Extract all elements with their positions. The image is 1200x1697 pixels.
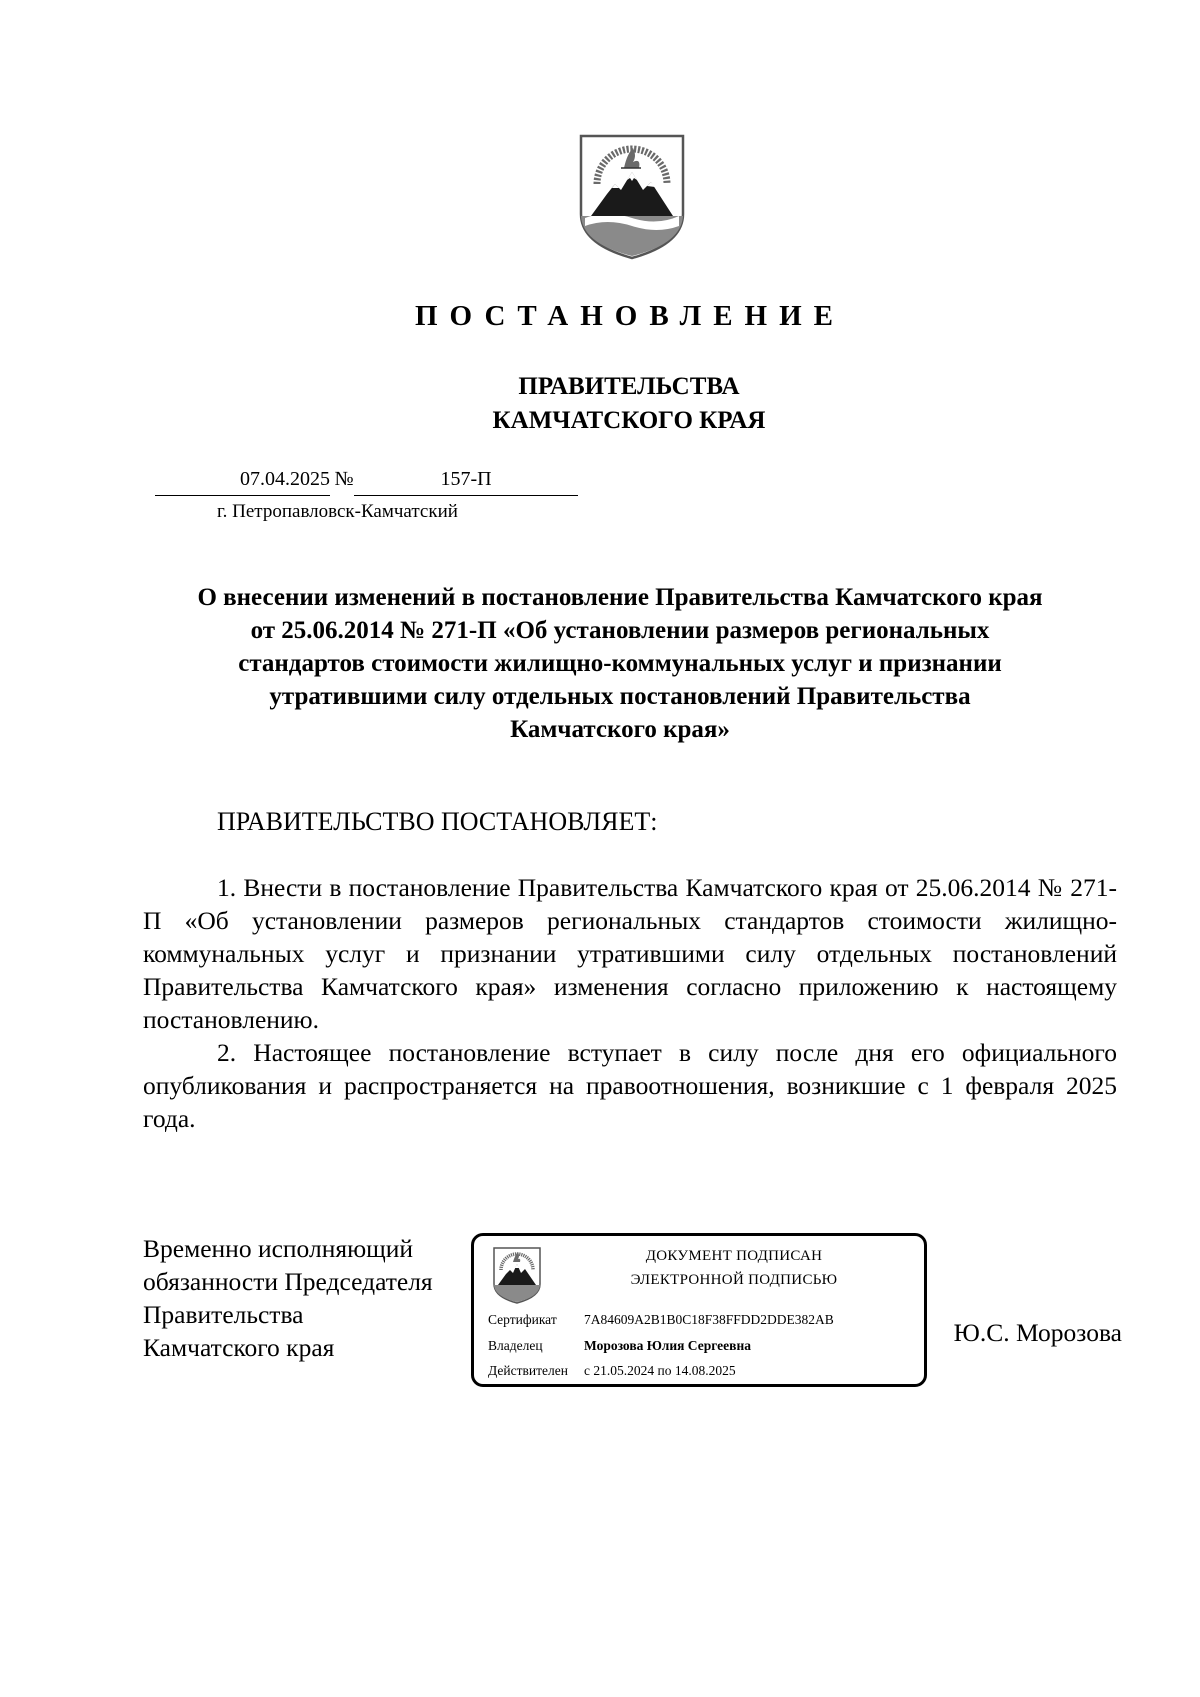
signatory-position [143, 1232, 483, 1364]
issuer-line-2: КАМЧАТСКОГО КРАЯ [492, 407, 766, 434]
position-line: Временно исполняющий [143, 1234, 414, 1263]
validity-label: Действителен [488, 1363, 568, 1378]
subject-line: О внесении изменений в постановление Правительства Камчатского края [197, 584, 1043, 611]
issuer-line-1: ПРАВИТЕЛЬСТВА [518, 373, 740, 400]
decree-lead: ПРАВИТЕЛЬСТВО ПОСТАНОВЛЯЕТ: [217, 807, 658, 836]
electronic-signature-stamp [471, 1233, 927, 1387]
registration-number: 157-П [354, 465, 578, 496]
subject-line: утратившими силу отдельных постановлений Правительства [269, 683, 971, 710]
subject-line: стандартов стоимости жилищно-коммунальных услуг и признании [238, 650, 1002, 677]
subject-line: от 25.06.2014 № 271-П «Об установлении размеров региональных [250, 617, 990, 644]
stamp-coat-of-arms-icon [492, 1246, 542, 1304]
number-sign: № [334, 468, 354, 490]
document-subject [120, 581, 1120, 746]
owner-label: Владелец [488, 1338, 543, 1353]
position-line: Камчатского края [143, 1333, 335, 1362]
validity-value: с 21.05.2024 по 14.08.2025 [584, 1363, 736, 1378]
validity-row [488, 1361, 736, 1381]
stamp-title-line-2: ЭЛЕКТРОННОЙ ПОДПИСЬЮ [630, 1272, 838, 1288]
stamp-title [554, 1244, 914, 1292]
position-line: обязанности Председателя [143, 1267, 433, 1296]
issuer-name [0, 370, 1200, 438]
certificate-value: 7A84609A2B1B0C18F38FFDD2DDE382AB [584, 1312, 834, 1327]
registration-date: 07.04.2025 [155, 465, 330, 496]
kamchatka-coat-of-arms-icon [577, 132, 687, 260]
owner-value: Морозова Юлия Сергеевна [584, 1338, 751, 1353]
position-line: Правительства [143, 1300, 304, 1329]
owner-row [488, 1336, 751, 1356]
certificate-label: Сертификат [488, 1312, 557, 1327]
paragraph-2: 2. Настоящее постановление вступает в силу после дня его официального опубликования и распространяется на правоотношения, возникшие с 1 февраля 2025 года. [143, 1038, 1117, 1133]
signatory-name: Ю.С. Морозова [953, 1318, 1122, 1347]
city-of-issue: г. Петропавловск-Камчатский [217, 501, 458, 522]
subject-line: Камчатского края» [510, 716, 730, 743]
paragraph-1: 1. Внести в постановление Правительства Камчатского края от 25.06.2014 № 271-П «Об установлении размеров региональных стандартов стоимости жилищно-коммунальных услуг и признании утратившими силу отдельных постановлений Правительства Камчатского края» изменения согласно приложению к настоящему постановлению. [143, 873, 1117, 1034]
document-type-title: ПОСТАНОВЛЕНИЕ [414, 300, 845, 332]
certificate-row [488, 1310, 834, 1330]
stamp-title-line-1: ДОКУМЕНТ ПОДПИСАН [645, 1248, 823, 1264]
